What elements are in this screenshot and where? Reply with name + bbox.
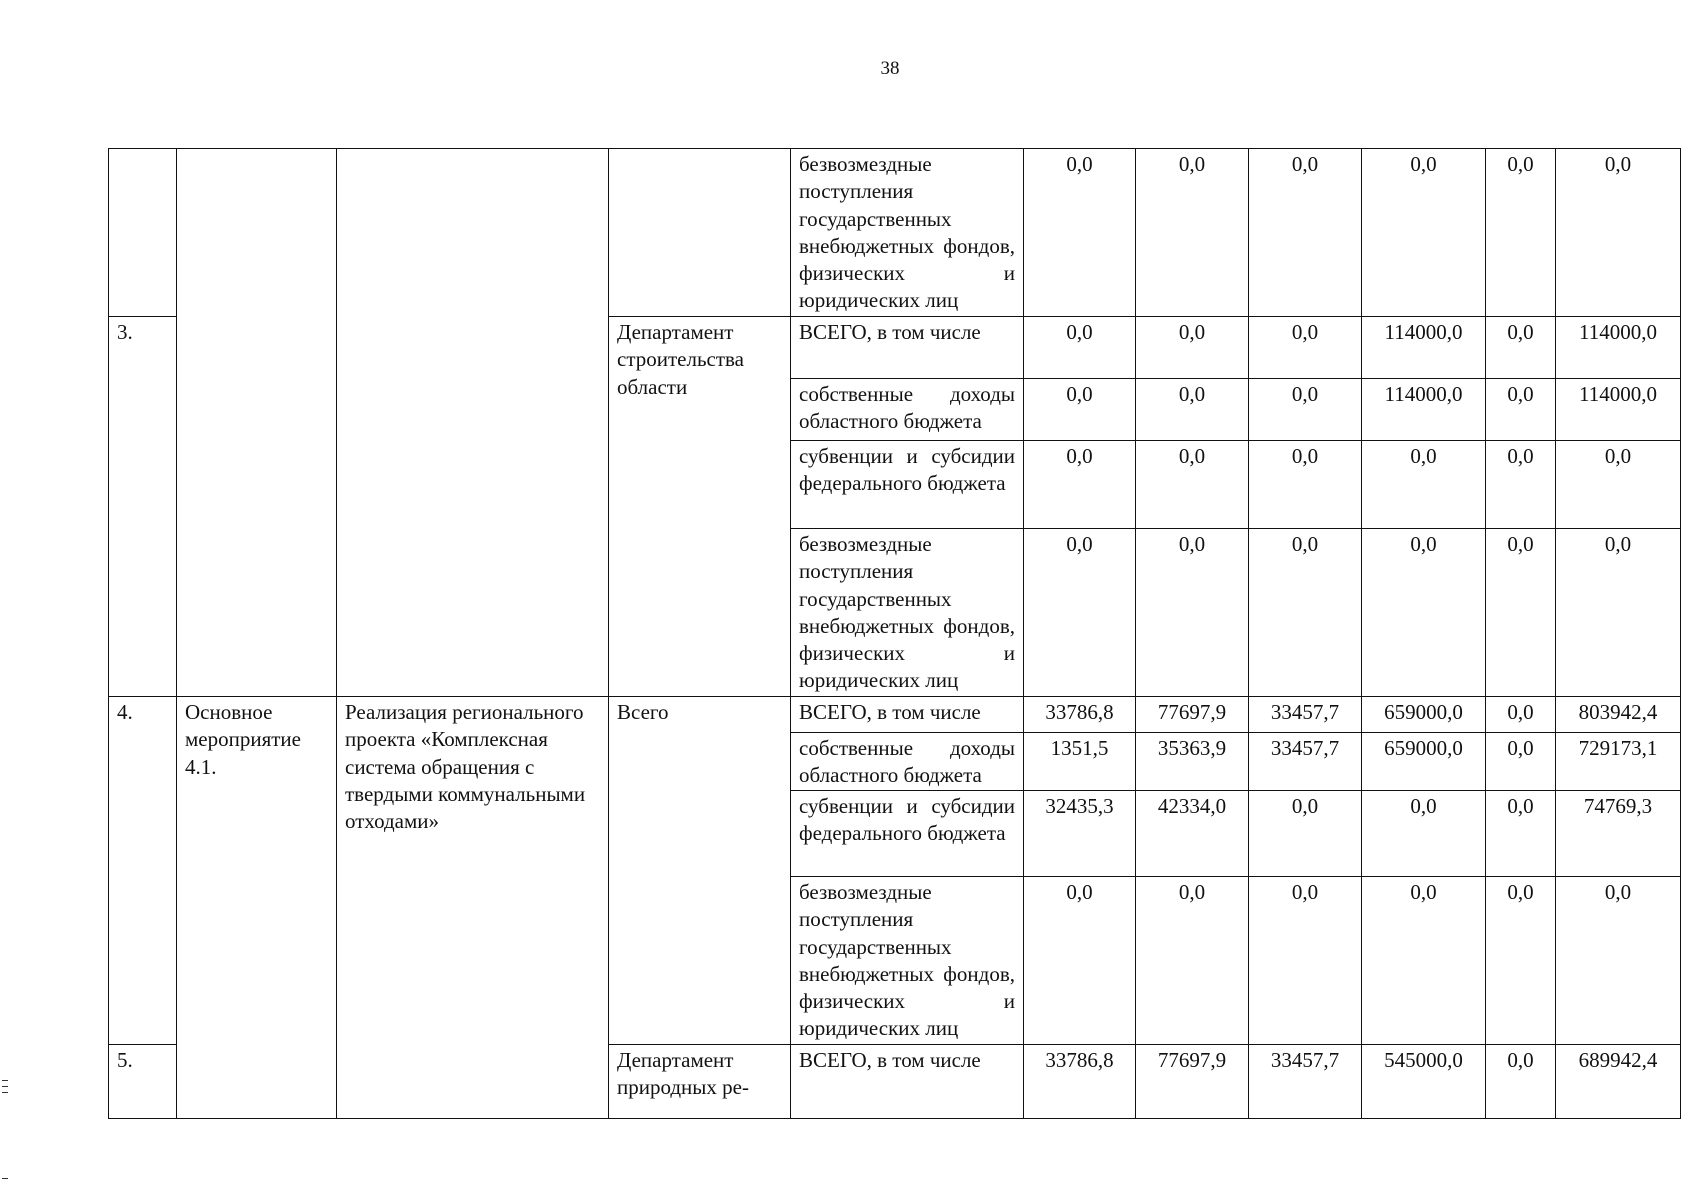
value-cell: 74769,3 <box>1556 791 1681 877</box>
value-cell: 0,0 <box>1486 733 1556 791</box>
value-cell: 0,0 <box>1024 317 1136 379</box>
value-cell: 0,0 <box>1486 697 1556 733</box>
value-cell: 545000,0 <box>1362 1045 1486 1119</box>
value-cell: 0,0 <box>1249 379 1362 441</box>
table-row <box>109 149 1681 317</box>
name-cell: Реализация регионального проекта «Комплексная система обращения с твердыми коммунальными отходами» <box>337 697 609 1119</box>
value-cell: 0,0 <box>1556 529 1681 697</box>
funding-source: собственные доходы областного бюджета <box>791 733 1024 791</box>
value-cell: 0,0 <box>1486 149 1556 317</box>
value-cell: 0,0 <box>1486 379 1556 441</box>
funding-source: субвенции и субсидии федерального бюджета <box>791 441 1024 529</box>
value-cell: 77697,9 <box>1136 697 1249 733</box>
value-cell: 0,0 <box>1556 441 1681 529</box>
budget-table <box>108 148 1681 1119</box>
value-cell: 0,0 <box>1362 441 1486 529</box>
value-cell: 659000,0 <box>1362 697 1486 733</box>
value-cell: 0,0 <box>1249 317 1362 379</box>
executor-cell: Департамент строительства области <box>609 317 791 697</box>
value-cell: 33457,7 <box>1249 733 1362 791</box>
funding-source: безвозмездные поступления государственных внебюджетных фондов, физических и юридических лиц <box>791 877 1024 1045</box>
value-cell: 659000,0 <box>1362 733 1486 791</box>
value-cell: 0,0 <box>1136 877 1249 1045</box>
value-cell: 0,0 <box>1362 529 1486 697</box>
value-cell: 0,0 <box>1136 149 1249 317</box>
funding-source: ВСЕГО, в том числе <box>791 317 1024 379</box>
value-cell: 689942,4 <box>1556 1045 1681 1119</box>
value-cell: 0,0 <box>1556 149 1681 317</box>
value-cell: 0,0 <box>1362 791 1486 877</box>
value-cell: 0,0 <box>1024 877 1136 1045</box>
value-cell: 0,0 <box>1136 441 1249 529</box>
page-number: 38 <box>880 58 900 79</box>
value-cell: 0,0 <box>1556 877 1681 1045</box>
executor-cell: Департамент природных ре- <box>609 1045 791 1119</box>
value-cell: 0,0 <box>1249 791 1362 877</box>
row-number: 4. <box>109 697 177 1045</box>
value-cell: 0,0 <box>1136 529 1249 697</box>
executor-cell: Всего <box>609 697 791 1045</box>
value-cell: 114000,0 <box>1362 379 1486 441</box>
value-cell: 0,0 <box>1249 529 1362 697</box>
value-cell: 803942,4 <box>1556 697 1681 733</box>
value-cell: 729173,1 <box>1556 733 1681 791</box>
table-row <box>109 697 1681 733</box>
funding-source: безвозмездные поступления государственных внебюджетных фондов, физических и юридических лиц <box>791 529 1024 697</box>
name-cell <box>337 149 609 697</box>
margin-mark <box>2 1092 8 1093</box>
value-cell: 32435,3 <box>1024 791 1136 877</box>
value-cell: 114000,0 <box>1556 379 1681 441</box>
value-cell: 33457,7 <box>1249 697 1362 733</box>
margin-mark <box>2 1080 8 1081</box>
executor-cell <box>609 149 791 317</box>
value-cell: 35363,9 <box>1136 733 1249 791</box>
value-cell: 0,0 <box>1486 877 1556 1045</box>
value-cell: 0,0 <box>1249 877 1362 1045</box>
value-cell: 77697,9 <box>1136 1045 1249 1119</box>
value-cell: 33457,7 <box>1249 1045 1362 1119</box>
funding-source: ВСЕГО, в том числе <box>791 1045 1024 1119</box>
value-cell: 0,0 <box>1136 379 1249 441</box>
margin-mark <box>2 1178 8 1179</box>
row-number <box>109 149 177 317</box>
value-cell: 33786,8 <box>1024 697 1136 733</box>
value-cell: 0,0 <box>1486 1045 1556 1119</box>
funding-source: ВСЕГО, в том числе <box>791 697 1024 733</box>
value-cell: 1351,5 <box>1024 733 1136 791</box>
funding-source: собственные доходы областного бюджета <box>791 379 1024 441</box>
status-cell: Основное мероприятие 4.1. <box>177 697 337 1119</box>
value-cell: 0,0 <box>1362 877 1486 1045</box>
status-cell <box>177 149 337 697</box>
value-cell: 0,0 <box>1486 317 1556 379</box>
value-cell: 114000,0 <box>1556 317 1681 379</box>
value-cell: 0,0 <box>1486 791 1556 877</box>
funding-source: субвенции и субсидии федерального бюджета <box>791 791 1024 877</box>
row-number: 5. <box>109 1045 177 1119</box>
funding-source: безвозмездные поступления государственных внебюджетных фондов, физических и юридических лиц <box>791 149 1024 317</box>
value-cell: 0,0 <box>1249 441 1362 529</box>
value-cell: 0,0 <box>1024 379 1136 441</box>
value-cell: 0,0 <box>1486 441 1556 529</box>
value-cell: 0,0 <box>1024 441 1136 529</box>
row-number: 3. <box>109 317 177 697</box>
value-cell: 0,0 <box>1024 149 1136 317</box>
value-cell: 0,0 <box>1486 529 1556 697</box>
value-cell: 0,0 <box>1136 317 1249 379</box>
value-cell: 0,0 <box>1249 149 1362 317</box>
value-cell: 0,0 <box>1362 149 1486 317</box>
value-cell: 114000,0 <box>1362 317 1486 379</box>
value-cell: 0,0 <box>1024 529 1136 697</box>
value-cell: 42334,0 <box>1136 791 1249 877</box>
margin-mark <box>2 1086 8 1087</box>
value-cell: 33786,8 <box>1024 1045 1136 1119</box>
